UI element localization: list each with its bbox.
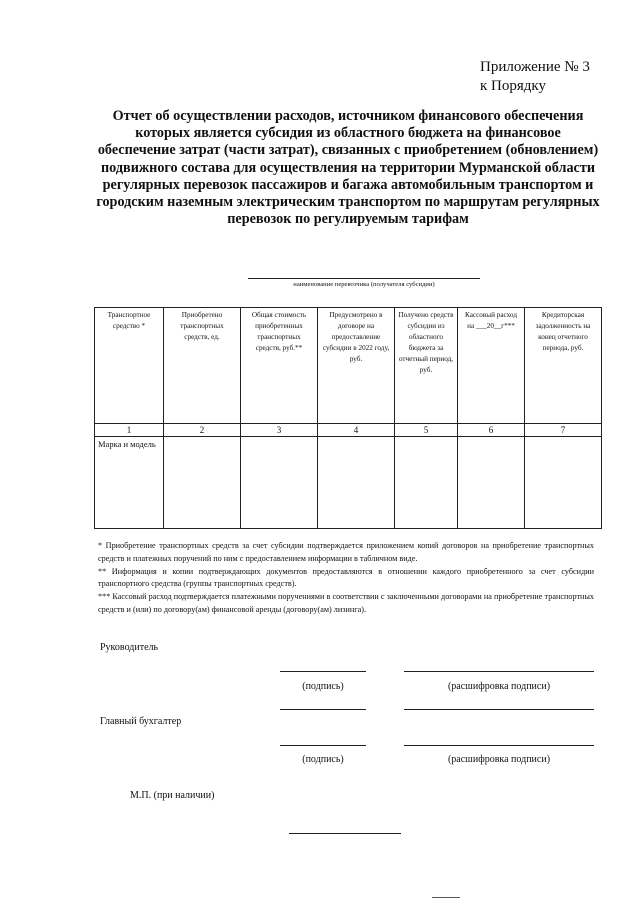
report-table xyxy=(94,307,602,529)
header-contract-amount: Предусмотрено в договоре на предоставление субсидии в 2022 году, руб. xyxy=(318,308,395,424)
brand-model-cell[interactable]: Марка и модель xyxy=(95,437,164,529)
table-header-row xyxy=(95,308,602,424)
head-label: Руководитель xyxy=(100,642,159,653)
stamp-line xyxy=(289,833,401,834)
table-number-row xyxy=(95,424,602,437)
divider-line xyxy=(404,709,594,710)
accountant-signature-caption: (подпись) xyxy=(302,754,344,765)
header-transport-vehicle: Транспортное средство * xyxy=(95,308,164,424)
header-accounts-payable: Кредиторская задолженность на конец отчетного периода, руб. xyxy=(525,308,602,424)
divider-line xyxy=(280,709,366,710)
head-signature-line[interactable] xyxy=(280,671,366,672)
header-purchased-units: Приобретено транспортных средств, ед. xyxy=(164,308,241,424)
column-number: 3 xyxy=(241,424,318,437)
appendix-header xyxy=(480,58,590,96)
page-bottom-mark xyxy=(432,897,460,898)
header-subsidy-received: Получено средств субсидии из областного бюджета за отчетный период, руб. xyxy=(395,308,458,424)
accountant-decode-caption: (расшифровка подписи) xyxy=(447,754,551,765)
organization-name-caption: наименование перевозчика (получателя субсидии) xyxy=(293,281,435,288)
table-cell[interactable] xyxy=(458,437,525,529)
head-decode-caption: (расшифровка подписи) xyxy=(447,681,551,692)
column-number: 2 xyxy=(164,424,241,437)
header-cash-expense: Кассовый расход на ___20__г*** xyxy=(458,308,525,424)
footnote-3: *** Кассовый расход подтверждается платежными поручениями в соответствии с заключенными договорами на приобретение транспортных средств и (или) по договору(ам) финансовой аренды (договору(ам) лизинга). xyxy=(98,592,594,614)
appendix-number: Приложение № 3 xyxy=(480,59,590,75)
column-number: 4 xyxy=(318,424,395,437)
appendix-order-ref: к Порядку xyxy=(480,78,546,94)
column-number: 6 xyxy=(458,424,525,437)
table-cell[interactable] xyxy=(241,437,318,529)
head-signature-caption: (подпись) xyxy=(302,681,344,692)
table-cell[interactable] xyxy=(525,437,602,529)
column-number: 1 xyxy=(95,424,164,437)
footnote-1: * Приобретение транспортных средств за счет субсидии подтверждается приложением копий договоров на приобретение транспортных средств и платежных поручений по ним с предоставлением информации в табличном виде. xyxy=(98,541,594,563)
accountant-decode-line[interactable] xyxy=(404,745,594,746)
table-cell[interactable] xyxy=(164,437,241,529)
accountant-label: Главный бухгалтер xyxy=(100,716,182,727)
stamp-label: М.П. (при наличии) xyxy=(130,790,215,801)
document-title: Отчет об осуществлении расходов, источником финансового обеспечения которых является субсидия из областного бюджета на финансовое обеспечение затрат (части затрат), связанных с приобретением (обновлением) подвижного состава для осуществления на территории Мурманской области регулярных перевозок пассажиров и багажа автомобильным транспортом и городским наземным электрическим транспортом по маршрутам регулярных перевозок по регулируемым тарифам xyxy=(96,108,600,228)
header-total-cost: Общая стоимость приобретенных транспортных средств, руб.** xyxy=(241,308,318,424)
table-cell[interactable] xyxy=(318,437,395,529)
table-row xyxy=(95,437,602,529)
organization-name-line xyxy=(248,278,480,279)
column-number: 5 xyxy=(395,424,458,437)
column-number: 7 xyxy=(525,424,602,437)
footnotes xyxy=(98,540,594,617)
footnote-2: ** Информация и копии подтверждающих документов предоставляются в отношении каждого приобретенного за счет субсидии транспортного средства (группы транспортных средств). xyxy=(98,566,594,589)
head-decode-line[interactable] xyxy=(404,671,594,672)
accountant-signature-line[interactable] xyxy=(280,745,366,746)
table-cell[interactable] xyxy=(395,437,458,529)
